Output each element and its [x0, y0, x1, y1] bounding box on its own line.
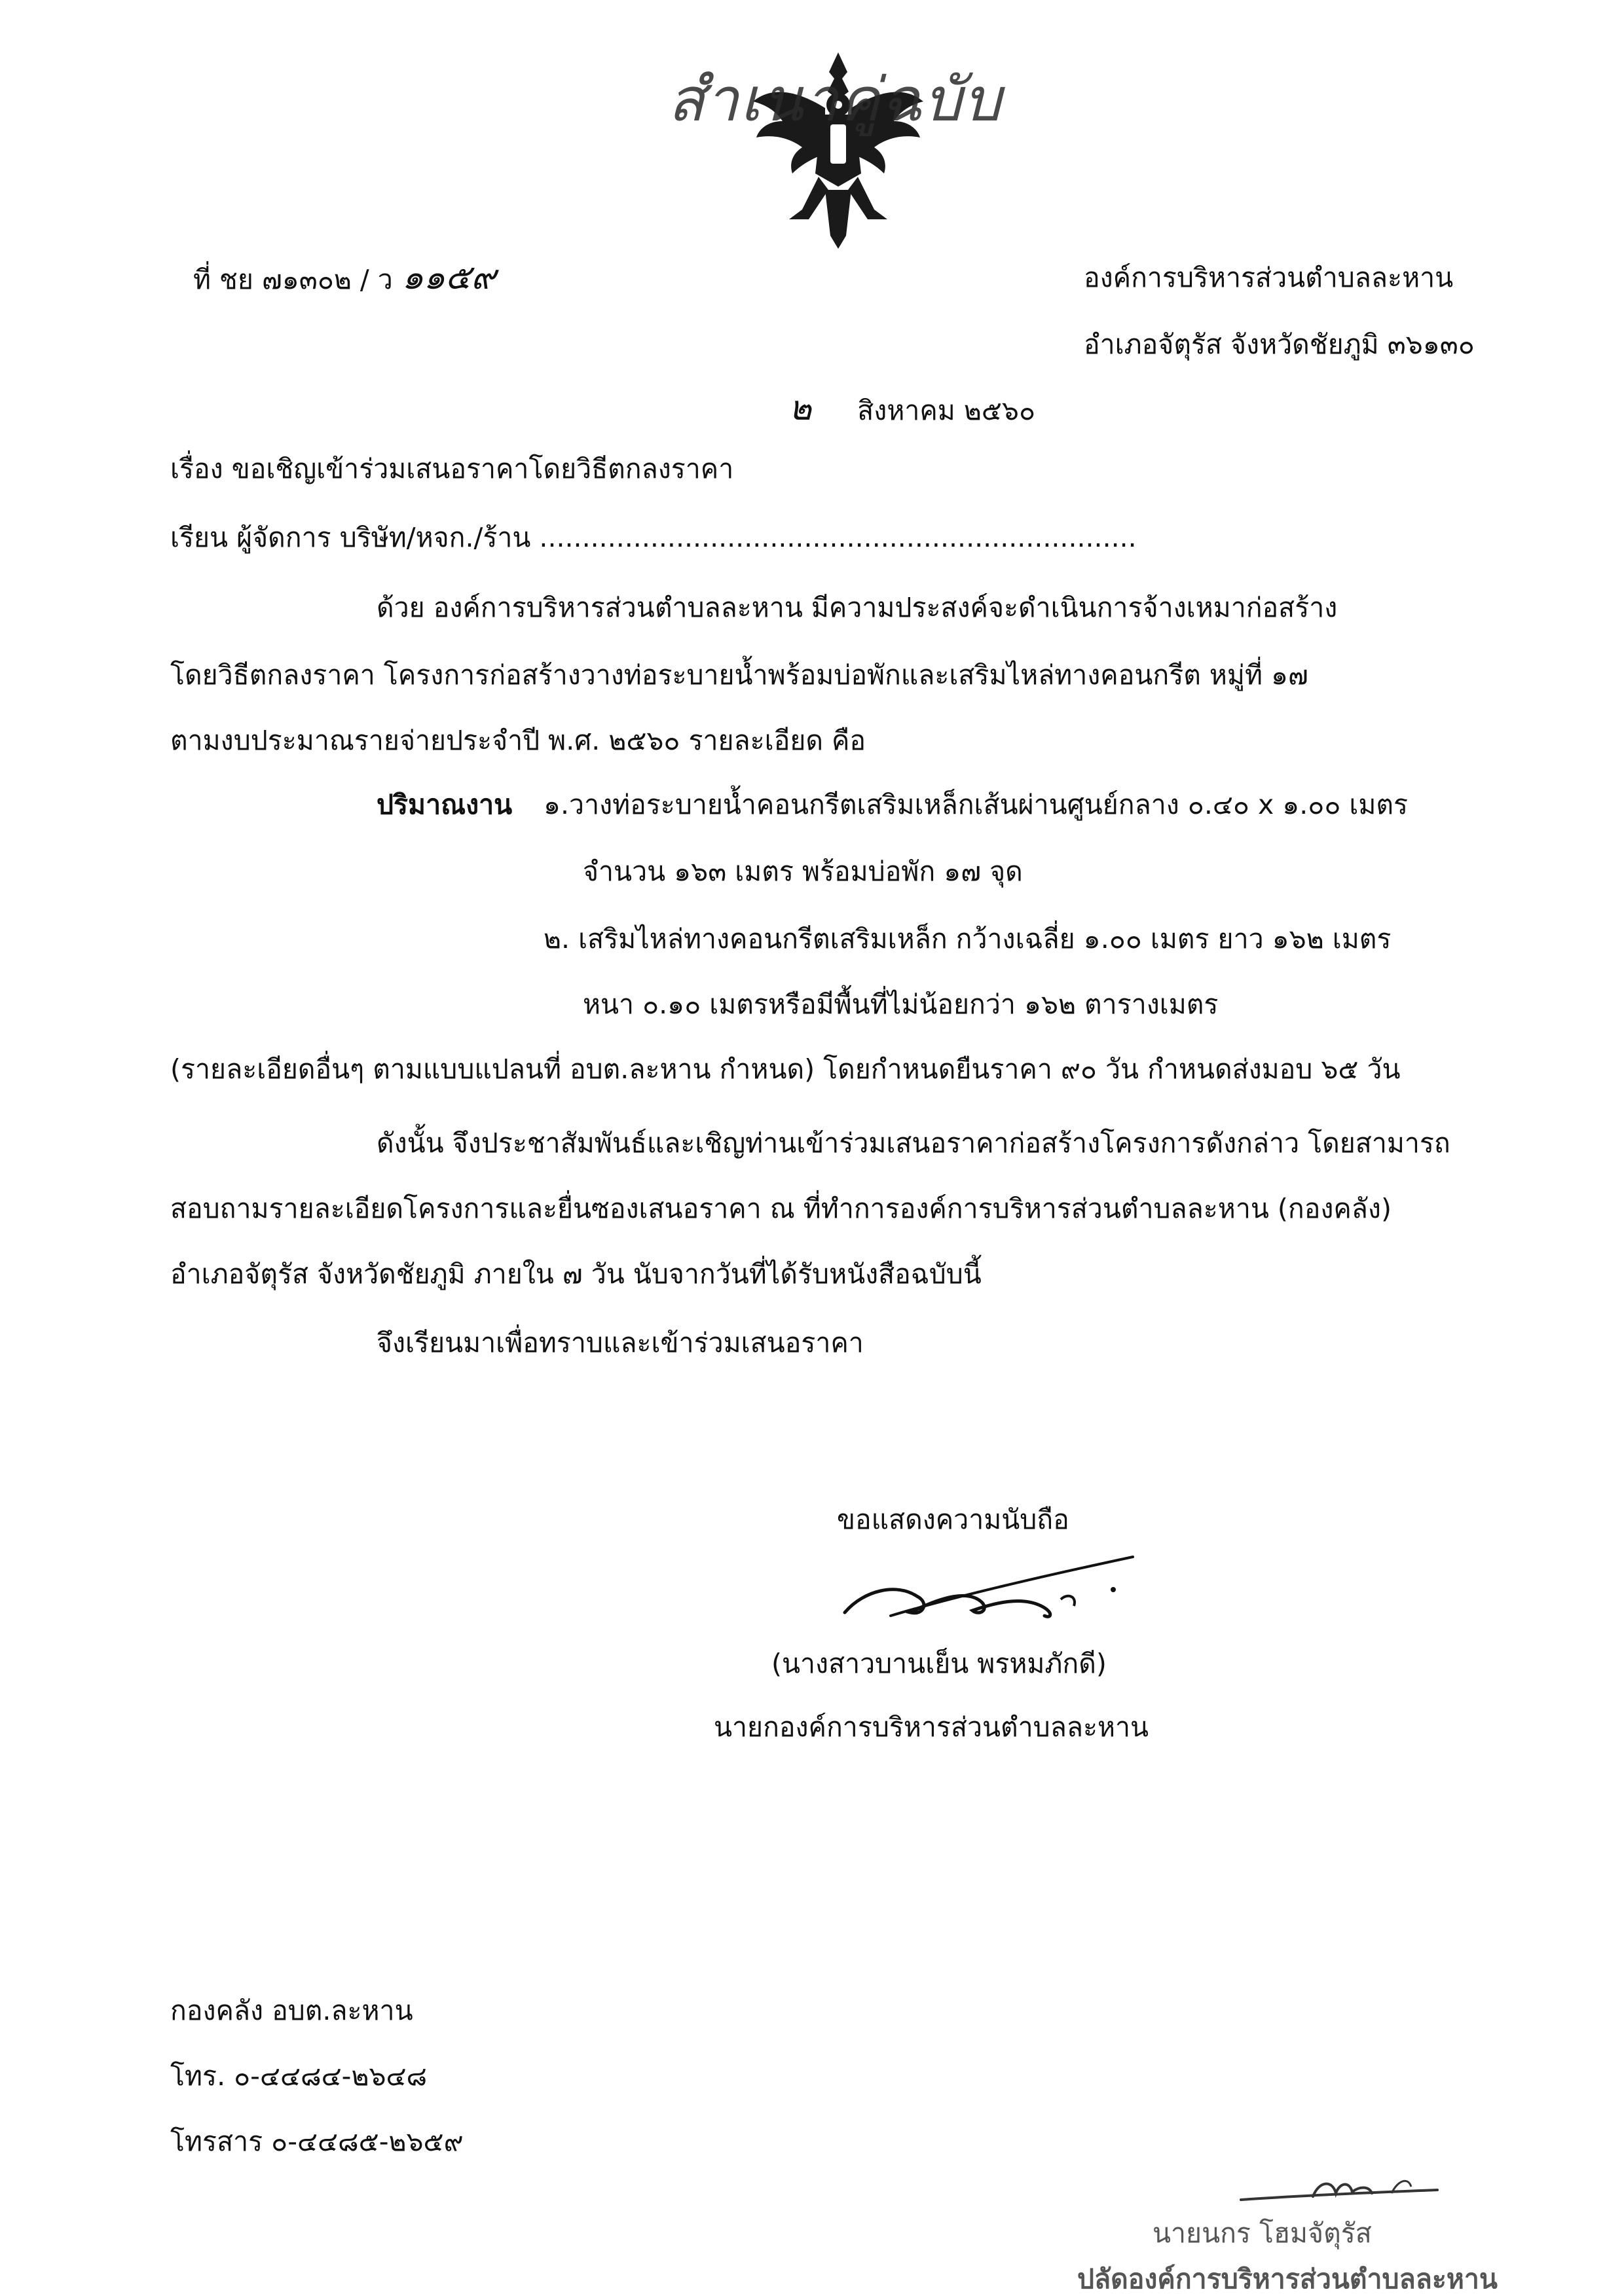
body-paragraph2-line1: ดังนั้น จึงประชาสัมพันธ์และเชิญท่านเข้าร่วมเสนอราคาก่อสร้างโครงการดังกล่าว โดยสามารถ: [377, 1127, 1450, 1159]
reference-number: ๑๑๕๙: [401, 258, 496, 297]
date-day: ๒: [789, 389, 812, 428]
reference-line: [193, 258, 496, 297]
letter-recipient: เรียน ผู้จัดการ บริษัท/หจก./ร้าน ......................................................................: [170, 522, 1137, 553]
certifier-title: ปลัดองค์การบริหารส่วนตำบลละหาน: [1077, 2263, 1498, 2295]
signer-name: (นางสาวบานเย็น พรหมภักดี): [771, 1648, 1107, 1679]
date-month-year: สิงหาคม ๒๕๖๐: [857, 395, 1035, 426]
closing-phrase: ขอแสดงความนับถือ: [837, 1504, 1069, 1535]
body-paragraph2-line3: อำเภอจัตุรัส จังหวัดชัยภูมิ ภายใน ๗ วัน นับจากวันที่ได้รับหนังสือฉบับนี้: [170, 1258, 982, 1290]
body-paragraph1-line2: โดยวิธีตกลงราคา โครงการก่อสร้างวางท่อระบายน้ำพร้อมบ่อพักและเสริมไหล่ทางคอนกรีต หมู่ที่ ๑๗: [170, 659, 1308, 691]
body-paragraph3: จึงเรียนมาเพื่อทราบและเข้าร่วมเสนอราคา: [377, 1327, 864, 1358]
work-item2-line1: ๒. เสริมไหล่ทางคอนกรีตเสริมเหล็ก กว้างเฉลี่ย ๑.๐๐ เมตร ยาว ๑๖๒ เมตร: [544, 923, 1392, 955]
body-paragraph1-line3: ตามงบประมาณรายจ่ายประจำปี พ.ศ. ๒๕๖๐ รายละเอียด คือ: [170, 725, 866, 756]
body-paragraph1-line1: ด้วย องค์การบริหารส่วนตำบลละหาน มีความประสงค์จะดำเนินการจ้างเหมาก่อสร้าง: [377, 592, 1338, 623]
footer-fax: โทรสาร ๐-๔๔๘๕-๒๖๕๙: [170, 2126, 464, 2157]
footer-telephone: โทร. ๐-๔๔๘๔-๒๖๔๘: [170, 2060, 428, 2092]
reference-prefix: ที่ ชย ๗๑๓๐๒ / ว: [193, 264, 393, 295]
work-quantity-label: ปริมาณงาน: [377, 789, 513, 820]
work-item1-line1: ๑.วางท่อระบายน้ำคอนกรีตเสริมเหล็กเส้นผ่านศูนย์กลาง ๐.๔๐ x ๑.๐๐ เมตร: [544, 789, 1409, 820]
letter-subject: เรื่อง ขอเชิญเข้าร่วมเสนอราคาโดยวิธีตกลงราคา: [170, 453, 734, 484]
sender-address-line1: องค์การบริหารส่วนตำบลละหาน: [1084, 262, 1454, 293]
signer-title: นายกองค์การบริหารส่วนตำบลละหาน: [714, 1711, 1149, 1743]
work-item1-line2: จำนวน ๑๖๓ เมตร พร้อมบ่อพัก ๑๗ จุด: [583, 856, 1023, 887]
copy-stamp: สำเนาคู่ฉบับ: [668, 65, 1003, 135]
body-paragraph2-line2: สอบถามรายละเอียดโครงการและยื่นซองเสนอราคา ณ ที่ทำการองค์การบริหารส่วนตำบลละหาน (กองคลัง): [170, 1193, 1392, 1224]
sender-address-line2: อำเภอจัตุรัส จังหวัดชัยภูมิ ๓๖๑๓๐: [1084, 329, 1475, 360]
footer-department: กองคลัง อบต.ละหาน: [170, 1995, 413, 2026]
letter-date: [789, 389, 1035, 428]
certifier-name: นายนกร โฮมจัตุรัส: [1153, 2217, 1372, 2249]
certifier-signature: [1234, 2160, 1444, 2219]
handwritten-signature: [825, 1550, 1139, 1629]
work-item2-line2: หนา ๐.๑๐ เมตรหรือมีพื้นที่ไม่น้อยกว่า ๑๖๒ ตารางเมตร: [583, 989, 1219, 1020]
work-details-note: (รายละเอียดอื่นๆ ตามแบบแปลนที่ อบต.ละหาน กำหนด) โดยกำหนดยืนราคา ๙๐ วัน กำหนดส่งมอบ ๖๕ วัน: [170, 1053, 1401, 1085]
